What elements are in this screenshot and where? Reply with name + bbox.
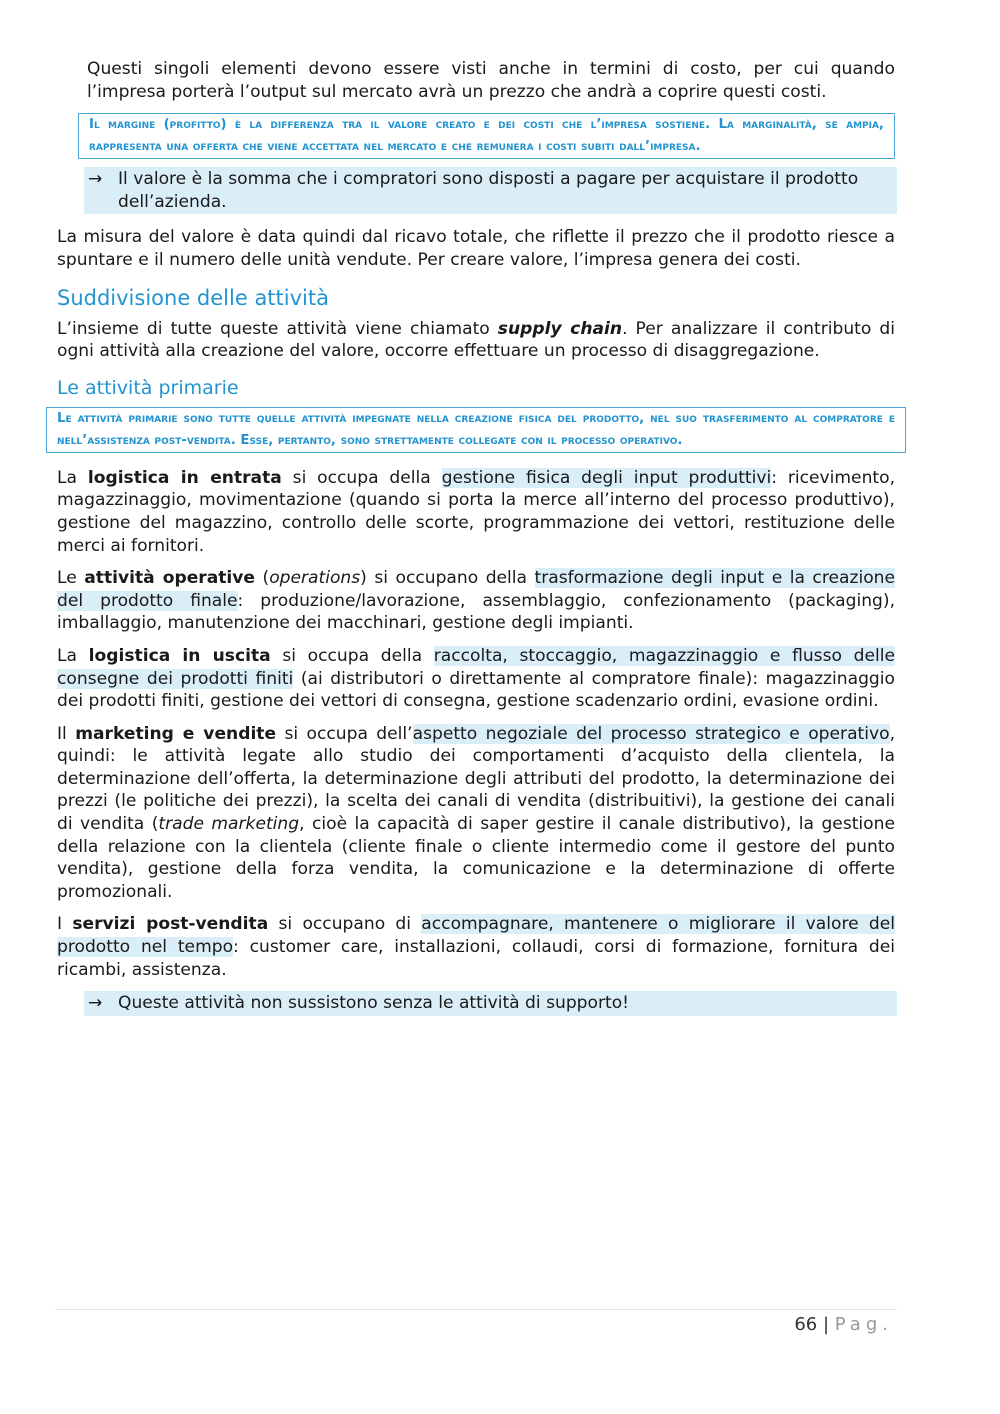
paragraph-logistica-entrata [57,467,895,557]
term-servizi-post-vendita: servizi post-vendita [72,914,269,935]
highlight: gestione fisica degli input produttivi [441,467,772,488]
page-number: 66 [794,1314,818,1335]
term-logistica-uscita: logistica in uscita [88,645,271,666]
callout-primarie-text: Le attività primarie sono tutte quelle attività impegnate nella creazione fisica del prodotto, nel suo trasferimento al compratore e nell’assistenza post-vendita. Esse, pertanto, sono strettamente collegate con il processo operativo. [57,410,895,448]
callout-margine-text: Il margine (profitto) è la differenza tra il valore creato e dei costi che l’impresa sostiene. La marginalità, se ampia, rappresenta una offerta che viene accettata nel mercato e che remunera i costi subiti dall’impresa. [89,117,884,155]
text-run: : customer care, installazioni, collaudi, corsi di formazione, fornitura dei ricambi, assistenza. [57,937,895,980]
arrow-right-icon: → [88,993,103,1014]
text-run: I [57,914,73,935]
text-run: . Per analizzare il contributo di ogni attività alla creazione del valore, occorre effettuare un processo di disaggregazione. [57,318,895,362]
text-run: Il [57,723,76,744]
term-marketing-vendite: marketing e vendite [75,723,277,744]
arrow-note-valore [84,167,897,214]
paragraph-servizi-post-vendita [57,913,895,981]
text-run: (ai distributori o direttamente al compratore finale): magazzinaggio dei prodotti finiti, gestione dei vettori di consegna, gestione scadenzario ordini, evasione ordini. [57,668,895,712]
text-run: , quindi: le attività legate allo studio dei comportamenti d’acquisto della clientela, la determinazione dell’offerta, la determinazione degli attributi del prodotto, la determinazione dei prezzi (le politiche dei prezzi), la scelta dei canali di vendita (distribuitivi), la gestione dei canali di vendita ( [57,723,896,835]
page-footer [794,1314,893,1335]
arrow-note-supporto-text: Queste attività non sussistono senza le attività di supporto! [118,993,630,1014]
term-attivita-operative: attività operative [84,568,256,589]
text-run: ( [255,568,270,589]
text-run: ) si occupano della [360,568,535,589]
text-run: si occupa della [281,467,442,488]
term-operations: operations [269,568,361,589]
arrow-note-valore-text: Il valore è la somma che i compratori sono disposti a pagare per acquistare il prodotto dell’azienda. [118,169,859,212]
text-run: si occupa dell’ [276,723,413,744]
text-run: : produzione/lavorazione, assemblaggio, confezionamento (packaging), imballaggio, manutenzione dei macchinari, gestione degli impianti. [57,590,895,634]
text-run: : ricevimento, magazzinaggio, movimentazione (quando si porta la merce all’interno del processo produttivo), gestione del magazzino, controllo delle scorte, programmazione dei vettori, restituzione delle merci ai fornitori. [57,467,895,556]
text-run: si occupa della [270,645,434,666]
heading-attivita-primarie: Le attività primarie [57,376,239,399]
paragraph-attivita-operative [57,567,895,635]
text-run: L’insieme di tutte queste attività viene chiamato [57,318,498,339]
paragraph-marketing-vendite [57,723,895,904]
paragraph-logistica-uscita [57,645,895,713]
paragraph-misura: La misura del valore è data quindi dal ricavo totale, che riflette il prezzo che il prodotto riesce a spuntare e il numero delle unità vendute. Per creare valore, l’impresa genera dei costi. [57,227,895,270]
text-run: si occupano di [268,914,422,935]
page-label: Pag. [834,1314,893,1335]
paragraph-costo: Questi singoli elementi devono essere visti anche in termini di costo, per cui quando l’impresa porterà l’output sul mercato avrà un prezzo che andrà a coprire questi costi. [87,59,895,102]
paragraph-supply-chain [57,318,895,363]
text-run: , cioè la capacità di saper gestire il canale distributivo), la gestione della relazione con la clientela (cliente finale o cliente intermedio come il gestore del punto vendita), gestione della forza vendita, la comunicazione e la determinazione di offerte promozionali. [57,814,895,902]
text-run: La [57,645,89,666]
term-trade-marketing: trade marketing [158,814,300,835]
highlight: trasformazione degli input e la creazione del prodotto finale [57,568,896,611]
highlight: raccolta, stoccaggio, magazzinaggio e flusso delle consegne dei prodotti finiti [57,645,895,689]
arrow-right-icon: → [88,169,103,190]
callout-margine [78,113,895,159]
highlight: aspetto negoziale del processo strategico e operativo [412,723,890,744]
arrow-note-supporto [84,991,897,1016]
text-run: Le [57,568,85,589]
footer-divider [55,1309,897,1310]
page-content [57,58,895,1016]
term-supply-chain: supply chain [497,318,623,339]
footer-separator: | [822,1314,830,1335]
heading-suddivisione: Suddivisione delle attività [57,285,329,310]
highlight: accompagnare, mantenere o migliorare il valore del prodotto nel tempo [57,914,895,958]
callout-attivita-primarie [46,407,906,453]
term-logistica-entrata: logistica in entrata [87,467,282,488]
text-run: La [57,467,88,488]
